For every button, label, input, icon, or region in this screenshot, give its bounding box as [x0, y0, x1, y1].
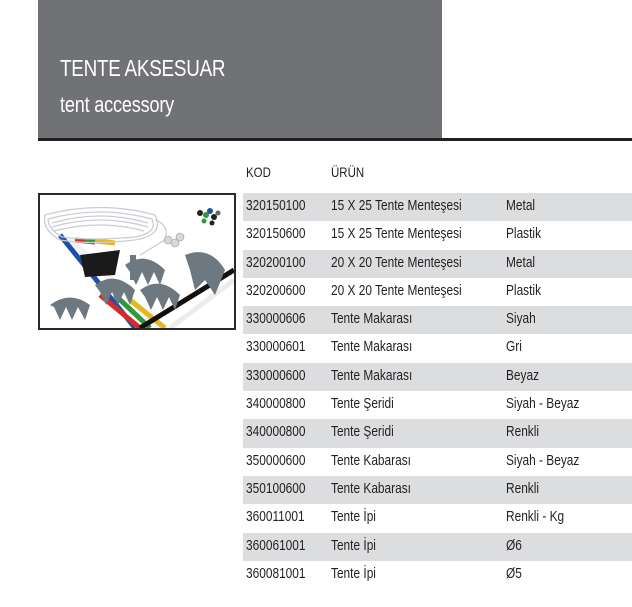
product-code: 330000601 — [246, 339, 306, 356]
table-row — [243, 250, 632, 278]
product-variant: Metal — [506, 198, 536, 214]
product-code: 360081001 — [246, 565, 306, 582]
product-variant: Metal — [506, 254, 536, 271]
product-name: 20 X 20 Tente Menteşesi — [331, 282, 462, 299]
table-row — [243, 363, 632, 391]
table-row — [243, 504, 632, 532]
product-variant: Renkli — [506, 480, 540, 497]
title-banner — [38, 0, 442, 138]
column-header-product: ÜRÜN — [331, 164, 365, 180]
product-variant: Plastik — [506, 282, 542, 299]
product-code: 330000606 — [246, 311, 306, 328]
table-row — [243, 419, 632, 447]
product-variant: Renkli - Kg — [506, 509, 565, 526]
product-name: Tente Kabarası — [331, 452, 411, 469]
product-name: Tente Şeridi — [331, 396, 394, 413]
product-code: 330000600 — [246, 367, 306, 384]
product-variant: Ø5 — [506, 565, 522, 582]
table-row — [243, 306, 632, 334]
product-photo — [38, 193, 236, 330]
product-name: Tente Makarası — [331, 367, 413, 384]
table-header — [243, 159, 632, 193]
product-code: 340000800 — [246, 396, 306, 413]
product-code: 360011001 — [246, 509, 305, 526]
table-row — [243, 533, 632, 561]
page-title: TENTE AKSESUAR — [60, 55, 226, 81]
product-name: Tente Makarası — [331, 311, 413, 328]
product-code: 320200100 — [246, 254, 306, 271]
page-subtitle: tent accessory — [60, 92, 175, 117]
table-row — [243, 193, 632, 221]
product-name: 20 X 20 Tente Menteşesi — [331, 254, 462, 271]
table-row — [243, 278, 632, 306]
product-name: Tente İpi — [331, 509, 376, 526]
column-header-code: KOD — [246, 164, 271, 180]
table-row — [243, 221, 632, 249]
product-code: 320200600 — [246, 282, 306, 299]
table-row — [243, 334, 632, 362]
product-name: Tente İpi — [331, 537, 376, 554]
header-divider — [38, 138, 632, 141]
product-code: 360061001 — [246, 537, 306, 554]
product-variant: Siyah - Beyaz — [506, 396, 580, 413]
product-code: 320150600 — [246, 226, 306, 243]
product-code: 350000600 — [246, 452, 306, 469]
product-name: Tente Kabarası — [331, 480, 411, 497]
product-code: 340000800 — [246, 424, 306, 441]
product-table — [243, 159, 632, 589]
product-variant: Beyaz — [506, 367, 540, 384]
table-row — [243, 391, 632, 419]
table-row — [243, 561, 632, 589]
product-name: Tente İpi — [331, 565, 376, 582]
product-variant: Siyah — [506, 311, 536, 328]
product-variant: Gri — [506, 339, 522, 356]
table-row — [243, 476, 632, 504]
product-code: 350100600 — [246, 480, 306, 497]
tent-accessories-image — [40, 195, 234, 328]
product-name: Tente Şeridi — [331, 424, 394, 441]
product-variant: Renkli — [506, 424, 540, 441]
product-name: Tente Makarası — [331, 339, 413, 356]
product-name: 15 X 25 Tente Menteşesi — [331, 198, 462, 214]
product-code: 320150100 — [246, 198, 306, 214]
product-variant: Siyah - Beyaz — [506, 452, 580, 469]
table-row — [243, 448, 632, 476]
product-variant: Plastik — [506, 226, 542, 243]
product-variant: Ø6 — [506, 537, 522, 554]
product-name: 15 X 25 Tente Menteşesi — [331, 226, 462, 243]
